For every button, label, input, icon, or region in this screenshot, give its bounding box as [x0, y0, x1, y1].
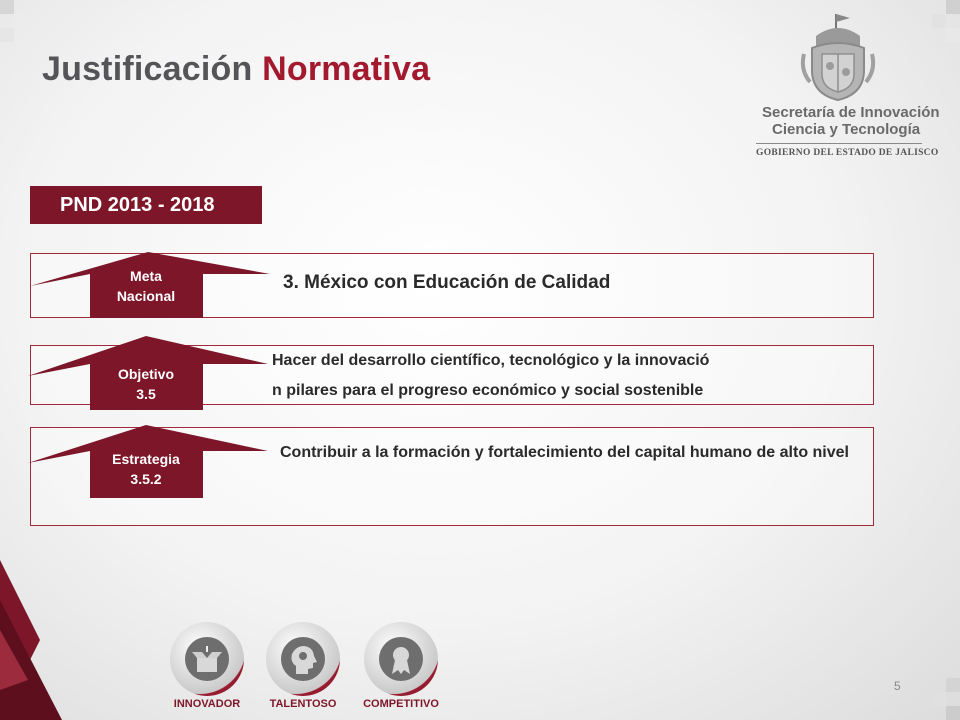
secretaria-logo: [752, 8, 940, 160]
head-gears-icon: [266, 622, 340, 696]
meta-nacional-text: 3. México con Educación de Calidad: [283, 272, 611, 293]
objetivo-arrow: [28, 336, 268, 410]
page-number: 5: [894, 679, 901, 693]
logo-line1: Secretaría de Innovación: [762, 104, 940, 121]
title-part1: Justificación: [42, 50, 253, 88]
corner-decoration: [932, 14, 946, 28]
objetivo-text-line1: Hacer del desarrollo científico, tecnológico y la innovació: [272, 352, 710, 369]
corner-decoration: [14, 14, 28, 28]
page-title: [42, 50, 430, 89]
corner-wedge-decoration: [0, 560, 70, 720]
innovador-badge: [170, 622, 244, 696]
objetivo-text-line2: n pilares para el progreso económico y social sostenible: [272, 382, 704, 399]
corner-decoration: [0, 0, 14, 14]
estrategia-text: Contribuir a la formación y fortalecimiento del capital humano de alto nivel: [280, 444, 849, 461]
corner-decoration: [946, 28, 960, 42]
tag-line2: 3.5: [136, 386, 156, 402]
tag-line2: 3.5.2: [130, 471, 162, 487]
open-box-icon: [170, 622, 244, 696]
tag-line1: Estrategia: [112, 451, 180, 467]
meta-nacional-arrow: [30, 252, 270, 318]
corner-decoration: [946, 0, 960, 14]
corner-decoration: [0, 28, 14, 42]
estrategia-arrow: [28, 425, 268, 498]
corner-decoration: [946, 706, 960, 720]
tag-line2: Nacional: [116, 288, 176, 304]
tag-line1: Objetivo: [117, 366, 174, 382]
tag-line1: Meta: [130, 268, 162, 284]
logo-divider: [756, 143, 922, 144]
arrow-label: [90, 364, 202, 404]
corner-decoration: [932, 692, 946, 706]
competitivo-badge: [364, 622, 438, 696]
pnd-label: PND 2013 - 2018: [30, 186, 262, 224]
logo-government: GOBIERNO DEL ESTADO DE JALISCO: [756, 148, 939, 158]
objetivo-text: [272, 346, 872, 406]
competitivo-label: COMPETITIVO: [363, 698, 439, 710]
talentoso-badge: [266, 622, 340, 696]
innovador-label: INNOVADOR: [173, 698, 241, 710]
corner-decoration: [946, 678, 960, 692]
arrow-label: [90, 449, 202, 489]
talentoso-label: TALENTOSO: [269, 698, 337, 710]
award-ribbon-icon: [364, 622, 438, 696]
jalisco-crest-icon: [798, 10, 878, 102]
arrow-label: [90, 266, 202, 306]
logo-line2: Ciencia y Tecnología: [772, 121, 921, 138]
title-part2: Normativa: [262, 50, 431, 88]
